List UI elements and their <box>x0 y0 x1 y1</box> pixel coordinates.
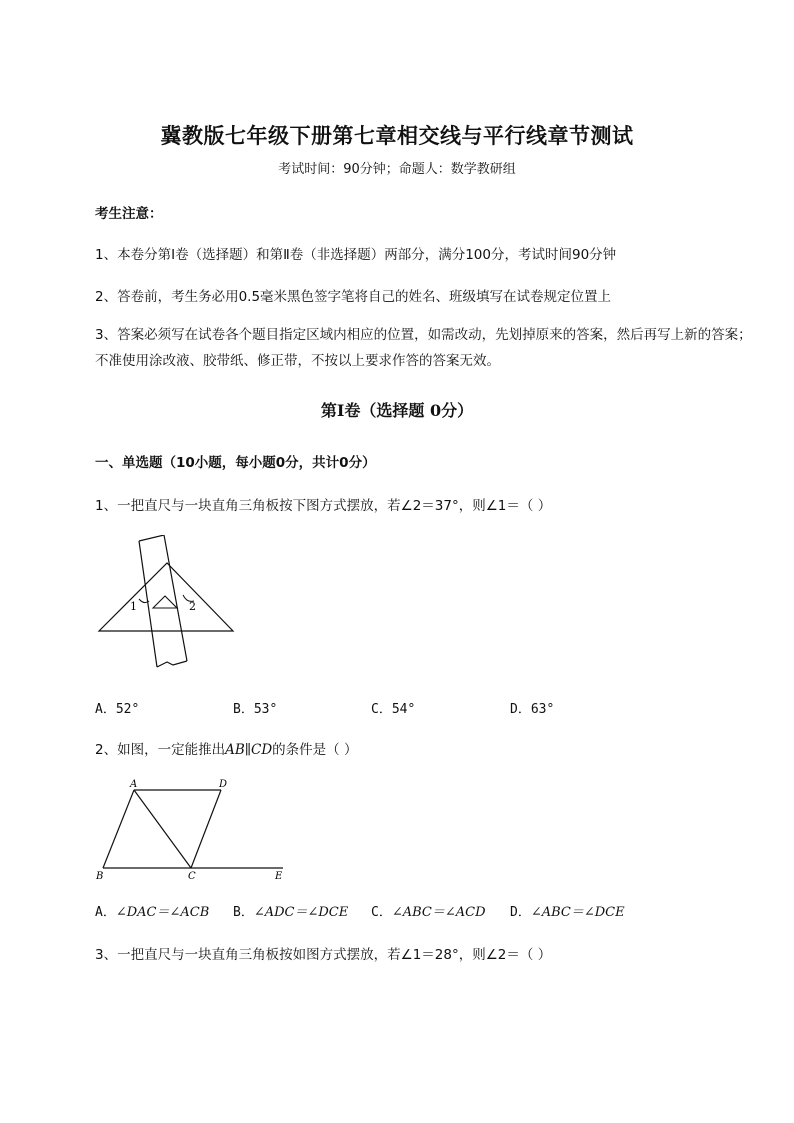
ruler-top-edge <box>139 535 164 541</box>
question-3-stem: 3、一把直尺与一块直角三角板按如图方式摆放，若∠1＝28°，则∠2＝（ ） <box>95 947 552 963</box>
ruler-left-edge <box>139 541 157 667</box>
segment-ac <box>134 790 191 868</box>
question-2-stem-math: AB∥CD <box>225 742 273 758</box>
segment-dc <box>191 790 221 868</box>
q2-option-d[interactable] <box>510 901 625 920</box>
q2-option-a[interactable] <box>95 901 209 920</box>
point-c-label: C <box>188 871 196 882</box>
inner-triangle <box>153 596 177 608</box>
question-1-figure <box>95 535 235 675</box>
segment-ab <box>103 790 134 868</box>
question-2-figure <box>95 776 295 886</box>
part-heading: 一、单选题（10小题，每小题0分，共计0分） <box>95 455 376 471</box>
q2-option-c-letter: C． <box>371 905 392 920</box>
question-1-stem: 1、一把直尺与一块直角三角板按下图方式摆放，若∠2＝37°，则∠1＝（ ） <box>95 498 552 514</box>
angle-2-label: 2 <box>189 600 196 613</box>
q2-option-d-letter: D． <box>510 905 531 920</box>
q1-option-a[interactable]: A．52° <box>95 702 140 717</box>
q2-option-a-math: ∠DAC＝∠ACB <box>115 905 210 920</box>
q2-option-c-math: ∠ABC＝∠ACD <box>391 905 486 920</box>
point-e-label: E <box>275 871 283 882</box>
q1-option-d[interactable]: D．63° <box>510 702 555 717</box>
q2-option-b-math: ∠ADC＝∠DCE <box>253 905 349 920</box>
q2-option-b-letter: B． <box>233 905 254 920</box>
page-title: 冀教版七年级下册第七章相交线与平行线章节测试 <box>160 123 634 148</box>
notice-heading: 考生注意： <box>95 206 163 222</box>
notice-item-1: 1、本卷分第I卷（选择题）和第Ⅱ卷（非选择题）两部分，满分100分，考试时间90分钟 <box>95 247 617 263</box>
notice-item-2: 2、答卷前，考生务必用0.5毫米黑色签字笔将自己的姓名、班级填写在试卷规定位置上 <box>95 289 612 305</box>
q2-option-c[interactable] <box>371 901 486 920</box>
q1-option-c[interactable]: C．54° <box>371 702 416 717</box>
q2-option-d-math: ∠ABC＝∠DCE <box>530 905 625 920</box>
exam-info: 考试时间：90分钟；命题人：数学教研组 <box>278 162 516 177</box>
question-2-stem-prefix: 2、如图，一定能推出 <box>95 742 226 758</box>
q1-option-b[interactable]: B．53° <box>233 702 278 717</box>
q2-option-a-letter: A． <box>95 905 116 920</box>
q2-option-b[interactable] <box>233 901 348 920</box>
ruler-torn-edge <box>157 661 187 667</box>
point-d-label: D <box>219 779 228 790</box>
question-2-stem <box>95 738 357 758</box>
point-b-label: B <box>96 871 104 882</box>
question-2-stem-suffix: 的条件是（ ） <box>272 742 358 758</box>
point-a-label: A <box>130 779 138 790</box>
notice-item-3: 3、答案必须写在试卷各个题目指定区域内相应的位置，如需改动，先划掉原来的答案，然后再写上新的答案；不准使用涂改液、胶带纸、修正带，不按以上要求作答的答案无效。 <box>95 327 752 369</box>
section-title: 第I卷（选择题 0分） <box>320 401 474 420</box>
angle-1-label: 1 <box>130 600 137 613</box>
